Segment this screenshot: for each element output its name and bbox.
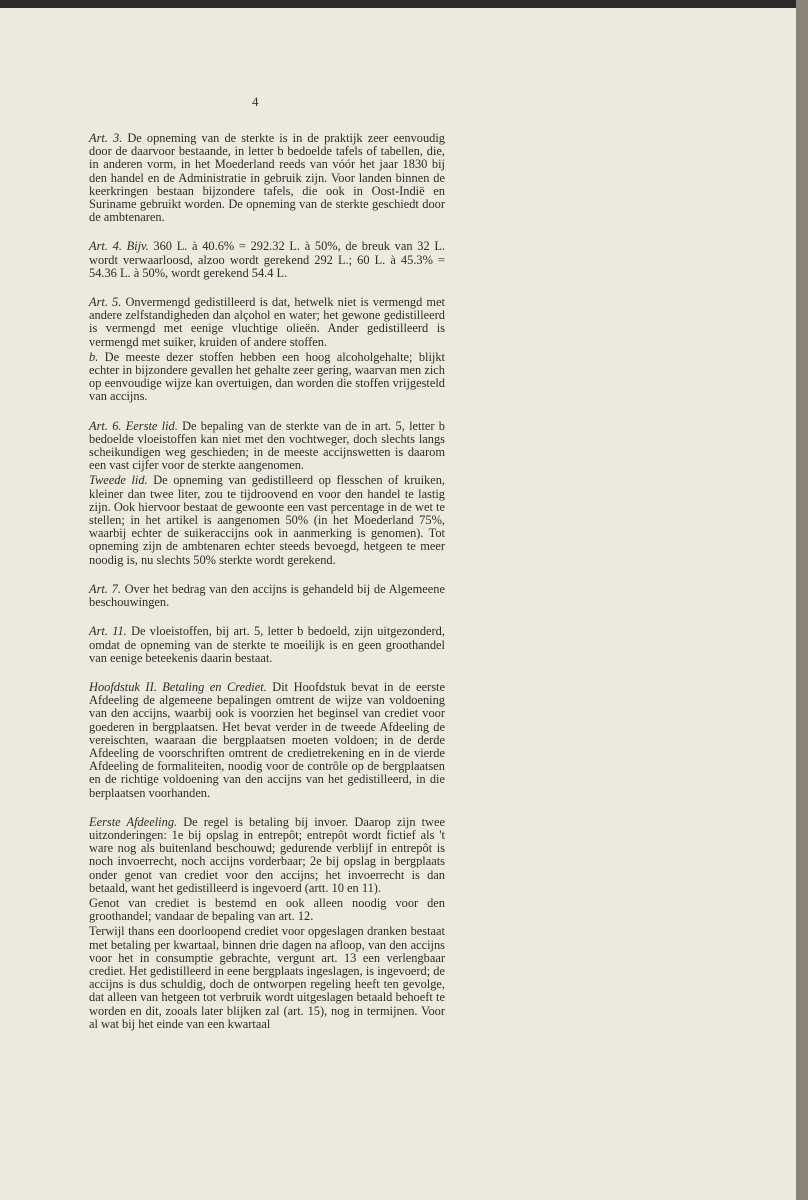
paragraph-genot-van-crediet xyxy=(89,897,445,923)
paragraph-lead: Tweede lid. xyxy=(89,473,148,488)
paragraph-text: De vloeistoffen, bij art. 5, letter b bedoeld, zijn uitgezonderd, omdat de opneming van de sterkte te moeilijk is en geen groothandel van eenige beteekenis daarin bestaat. xyxy=(89,624,445,665)
paragraph-text: Genot van crediet is bestemd en ook alleen noodig voor den groothandel; vandaar de bepaling van art. 12. xyxy=(89,895,445,924)
paragraph-text: Terwijl thans een doorloopend crediet voor opgeslagen dranken bestaat met betaling per kwartaal, binnen drie dagen na afloop, van den accijns voor het in consumptie gebrachte, vergunt art. 13 een verlengbaar crediet. Het gedistilleerd in eene bergplaats ingeslagen, is ingevoerd; de accijns is dus schuldig, doch de ontworpen regeling heeft ten gevolge, dat alleen van hetgeen tot verbruik wordt uitgeslagen betaald behoeft te worden en dit, zooals later blijken zal (art. 15), nog in termijnen. Voor al wat bij het einde van een kwartaal xyxy=(89,924,445,1031)
paragraph-art-5-b xyxy=(89,351,445,404)
paragraph-art-6-second xyxy=(89,474,445,566)
body-text xyxy=(89,132,445,1033)
paragraph-art-7 xyxy=(89,583,445,609)
paragraph-text: De opneming van de sterkte is in de praktijk zeer eenvoudig door de daarvoor bestaande, in letter b bedoelde tafels of tabellen, die, in anderen vorm, in het Moederland reeds van vóór het jaar 1830 bij den handel en de Administratie in gebruik zijn. Voor landen binnen de keerkringen bestaan bijzondere tafels, die ook in Oost-Indië en Suriname gebruikt worden. De opneming van de sterkte geschiedt door de ambtenaren. xyxy=(89,131,445,225)
paragraph-text: Onvermengd gedistilleerd is dat, hetwelk niet is vermengd met andere zelfstandigheden dan alçohol en water; het gewone gedistilleerd is vermengd met eenige vluchtige olieën. Ander gedistilleerd is vermengd met suiker, kruiden of andere stoffen. xyxy=(89,295,445,349)
paragraph-art-11 xyxy=(89,625,445,665)
page-edge-shadow xyxy=(796,0,808,1200)
paragraph-lead: Hoofdstuk II. Betaling en Crediet. xyxy=(89,679,267,694)
paragraph-text: 360 L. à 40.6% = 292.32 L. à 50%, de breuk van 32 L. wordt verwaarloosd, alzoo wordt gerekend 292 L.; 60 L. à 45.3% = 54.36 L. à 50%, wordt gerekend 54.4 L. xyxy=(89,239,445,280)
paragraph-eerste-afdeeling xyxy=(89,816,445,895)
paragraph-text: De meeste dezer stoffen hebben een hoog alcoholgehalte; blijkt echter in bijzondere gevallen het gehalte zeer gering, waarvan men zich op eenvoudige wijze kan overtuigen, dan worden die stoffen vrijgesteld van accijns. xyxy=(89,349,445,404)
paragraph-lead: Art. 6. Eerste lid. xyxy=(89,418,178,433)
paragraph-art-5 xyxy=(89,296,445,349)
document-page xyxy=(0,8,796,1200)
paragraph-text: Over het bedrag van den accijns is gehandeld bij de Algemeene beschouwingen. xyxy=(89,581,445,610)
paragraph-text: Dit Hoofdstuk bevat in de eerste Afdeeling de algemeene bepalingen omtrent de wijze van voldoening van den accijns, waarbij ook is voorzien het beginsel van crediet voor goederen in bergplaatsen. Het bevat verder in de tweede Afdeeling de vereischten, waaraan die bergplaatsen moeten voldoen; in de derde Afdeeling de voorschriften omtrent de credietrekening en in de vierde Afdeeling de formaliteiten, noodig voor de contrôle op de bergplaatsen en de richtige voldoening van den accijns van het gedistilleerd, in die berplaatsen voorhanden. xyxy=(89,679,445,800)
paragraph-art-4 xyxy=(89,240,445,280)
paragraph-text: De opneming van gedistilleerd op flesschen of kruiken, kleiner dan twee liter, zou te tijdroovend en voor den handel te lastig zijn. Ook hiervoor bestaat de gewoonte een vast percentage in de wet te stellen; in het artikel is aangenomen 50% (in het Moederland 75%, waarbij echter de suikeraccijns ook in aanmerking is genomen). Tot opneming zijn de ambtenaren echter steeds bevoegd, hetgeen te meer noodig is, nu slechts 50% sterkte wordt gerekend. xyxy=(89,473,445,567)
paragraph-terwijl-thans xyxy=(89,925,445,1031)
paragraph-lead: Eerste Afdeeling. xyxy=(89,814,178,829)
paragraph-art-6-first xyxy=(89,420,445,473)
paragraph-lead: Art. 4. Bijv. xyxy=(89,239,149,254)
page-number: 4 xyxy=(252,94,259,109)
paragraph-lead: Art. 11. xyxy=(89,624,127,639)
paragraph-art-3 xyxy=(89,132,445,224)
paragraph-hoofdstuk-2 xyxy=(89,681,445,800)
paragraph-lead: Art. 7. xyxy=(89,581,121,596)
paragraph-text: De bepaling van de sterkte van de in art. 5, letter b bedoelde vloeistoffen kan niet met den vochtweger, doch slechts langs scheikundigen weg geschieden; in de meeste accijnswetten is daarom een vast cijfer voor de sterkte aangenomen. xyxy=(89,418,445,473)
paragraph-lead: Art. 5. xyxy=(89,295,122,310)
paragraph-lead: Art. 3. xyxy=(89,131,123,145)
paragraph-lead: b. xyxy=(89,349,99,364)
paragraph-text: De regel is betaling bij invoer. Daarop zijn twee uitzonderingen: 1e bij opslag in entrepôt; entrepôt wordt fictief als 't ware nog als buitenland beschouwd; gedurende verblijf in entrepôt is noch invoerrecht, noch accijns vorderbaar; 2e bij opslag in bergplaats onder genot van crediet voor den accijns; het invoerrecht is dan betaald, want het gedistilleerd is ingevoerd (artt. 10 en 11). xyxy=(89,814,446,895)
